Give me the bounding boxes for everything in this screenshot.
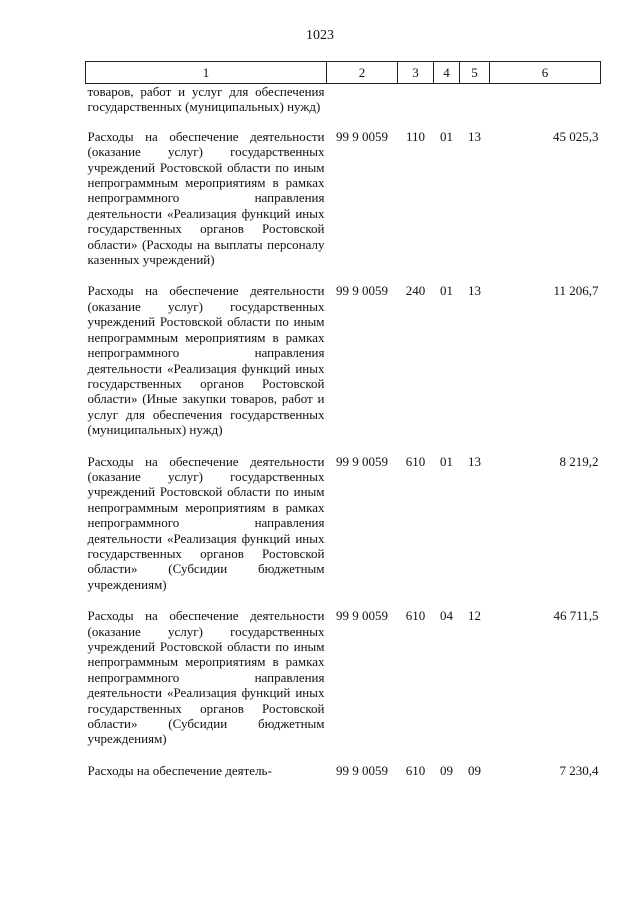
column-header-1: 1 <box>86 62 327 84</box>
column-header-5: 5 <box>460 62 490 84</box>
budget-table <box>85 61 601 778</box>
header-row <box>86 62 601 84</box>
row-target-code: 99 9 0059 <box>336 453 388 469</box>
row-expense-type: 610 <box>405 762 426 778</box>
column-header-6: 6 <box>490 62 601 84</box>
table-row-continuation <box>86 84 601 129</box>
row-expense-type: 110 <box>405 128 426 144</box>
row-section: 01 <box>440 453 453 469</box>
column-header-3: 3 <box>398 62 434 84</box>
table-row <box>86 608 601 763</box>
row-amount: 45 025,3 <box>553 128 599 144</box>
row-description: Расходы на обеспечение деятельности (оказание услуг) государственных учреждений Ростовской области по иным непрограммным мероприятиям в рамках непрограммного направления деятельности «Реализация функций иных государственных органов Ростовской области» (Расходы на выплаты персоналу казенных учреждений) <box>87 128 325 268</box>
row-section: 09 <box>440 762 453 778</box>
row-amount: 7 230,4 <box>559 762 599 778</box>
row-target-code: 99 9 0059 <box>336 283 388 299</box>
row-expense-type: 610 <box>405 608 426 624</box>
row-description: Расходы на обеспечение деятельности (оказание услуг) государственных учреждений Ростовской области по иным непрограммным мероприятиям в рамках непрограммного направления деятельности «Реализация функций иных государственных органов Ростовской области» (Иные закупки товаров, работ и услуг для обеспечения государственных (муниципальных) нужд) <box>87 283 325 438</box>
row-amount: 8 219,2 <box>559 453 599 469</box>
row-section: 04 <box>440 608 453 624</box>
row-amount: 46 711,5 <box>553 608 599 624</box>
row-subsection: 13 <box>468 283 481 299</box>
row-subsection: 13 <box>468 128 481 144</box>
row-subsection: 13 <box>468 453 481 469</box>
row-expense-type: 240 <box>405 283 426 299</box>
column-header-2: 2 <box>327 62 398 84</box>
table-row <box>86 454 601 609</box>
table-row <box>86 129 601 284</box>
table-row <box>86 763 601 778</box>
column-header-4: 4 <box>434 62 460 84</box>
row-amount: 11 206,7 <box>553 283 599 299</box>
row-section: 01 <box>440 128 453 144</box>
row-target-code: 99 9 0059 <box>336 128 388 144</box>
page-number: 1023 <box>306 28 334 43</box>
row-description: Расходы на обеспечение деятельности (оказание услуг) государственных учреждений Ростовской области по иным непрограммным мероприятиям в рамках непрограммного направления деятельности «Реализация функций иных государственных органов Ростовской области» (Субсидии бюджетным учреждениям) <box>87 453 325 592</box>
row-description: Расходы на обеспечение деятель- <box>87 762 272 778</box>
continuation-text: товаров, работ и услуг для обеспечения государственных (муниципальных) нужд) <box>87 84 325 115</box>
row-target-code: 99 9 0059 <box>336 608 388 624</box>
row-section: 01 <box>440 283 453 299</box>
row-target-code: 99 9 0059 <box>336 762 388 778</box>
row-expense-type: 610 <box>405 453 426 469</box>
row-subsection: 12 <box>468 608 481 624</box>
row-subsection: 09 <box>468 762 481 778</box>
row-description: Расходы на обеспечение деятельности (оказание услуг) государственных учреждений Ростовской области по иным непрограммным мероприятиям в рамках непрограммного направления деятельности «Реализация функций иных государственных органов Ростовской области» (Субсидии бюджетным учреждениям) <box>87 608 325 747</box>
table-row <box>86 283 601 453</box>
